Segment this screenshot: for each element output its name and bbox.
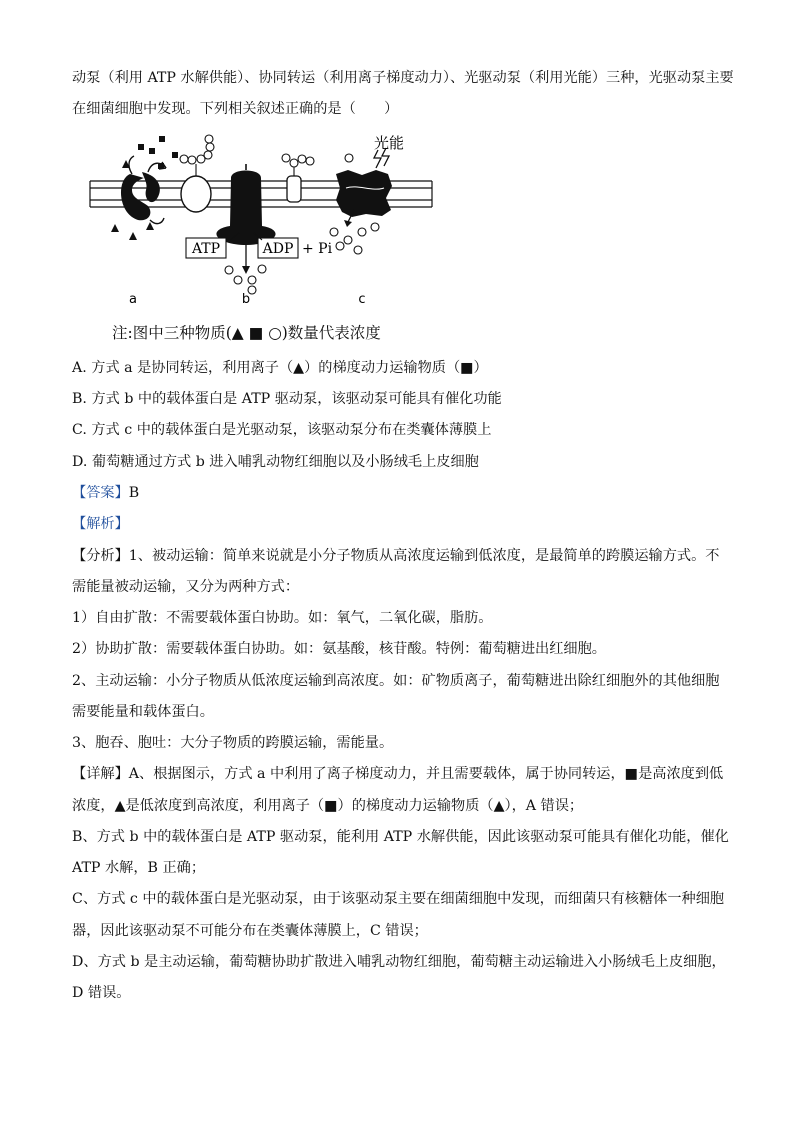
detail-line-6: 器，因此该驱动泵不可能分布在类囊体薄膜上，C 错误； [72, 923, 428, 939]
analysis-text-1: 1、被动运输：简单来说就是小分子物质从高浓度运输到低浓度，是最简单的跨膜运输方式。不 [128, 548, 720, 564]
analysis-line-5: 2、主动运输：小分子物质从低浓度运输到高浓度。如：矿物质离子，葡萄糖进出除红细胞外的其他细胞 [72, 673, 720, 689]
option-b: B. 方式 b 中的载体蛋白是 ATP 驱动泵，该驱动泵可能具有催化功能 [72, 391, 502, 407]
figure-note: 注:图中三种物质(▲ ■ ○)数量代表浓度 [112, 324, 381, 342]
membrane-transport-diagram [86, 128, 446, 313]
pi-label: + Pi [302, 241, 333, 257]
analysis-line-4: 2）协助扩散：需要载体蛋白协助。如：氨基酸，核苷酸。特例：葡萄糖进出红细胞。 [72, 641, 606, 657]
atp-label: ATP [191, 241, 221, 257]
answer-value: B [128, 485, 140, 501]
analysis-tag: 【解析】 [72, 516, 129, 532]
analysis-line-6: 需要能量和载体蛋白。 [72, 704, 214, 720]
carrier-oval-icon [180, 135, 214, 212]
analysis-line-2: 需能量被动运输，又分为两种方式： [72, 579, 300, 595]
detail-line-5: C、方式 c 中的载体蛋白是光驱动泵，由于该驱动泵主要在细菌细胞中发现，而细菌只有核糖体一种细胞 [72, 891, 725, 907]
label-c: c [358, 292, 366, 307]
detail-text-1: A、根据图示，方式 a 中利用了离子梯度动力，并且需要载体，属于协同转运，■是高浓度到低 [128, 766, 724, 782]
label-a: a [129, 292, 137, 307]
option-a: A. 方式 a 是协同转运，利用离子（▲）的梯度动力运输物质（■） [72, 360, 488, 376]
label-b: b [241, 292, 251, 307]
carrier-small-icon [282, 154, 314, 202]
option-c: C. 方式 c 中的载体蛋白是光驱动泵，该驱动泵分布在类囊体薄膜上 [72, 422, 492, 438]
answer-tag: 【答案】 [72, 485, 129, 501]
analysis-line-3: 1）自由扩散：不需要载体蛋白协助。如：氧气，二氧化碳，脂肪。 [72, 610, 493, 626]
detail-line-7: D、方式 b 是主动运输，葡萄糖协助扩散进入哺乳动物红细胞，葡萄糖主动运输进入小肠绒毛上皮细胞， [72, 954, 726, 970]
detail-line-3: B、方式 b 中的载体蛋白是 ATP 驱动泵，能利用 ATP 水解供能，因此该驱动泵可能具有催化功能，催化 [72, 829, 729, 845]
analysis-line-1 [72, 546, 719, 566]
detail-tag: 【详解】 [72, 766, 129, 782]
detail-line-4: ATP 水解，B 正确； [72, 860, 206, 876]
light-energy-label: 光能 [374, 134, 405, 152]
fenxi-tag: 【分析】 [72, 548, 129, 564]
detail-line-8: D 错误。 [72, 985, 131, 1001]
square-molecules-a [138, 136, 178, 169]
detail-line-1 [72, 764, 723, 784]
adp-label: ADP [262, 241, 294, 257]
option-d: D. 葡萄糖通过方式 b 进入哺乳动物红细胞以及小肠绒毛上皮细胞 [72, 454, 479, 470]
intro-line-2: 在细菌细胞中发现。下列相关叙述正确的是（ ） [72, 101, 399, 117]
intro-line-1: 动泵（利用 ATP 水解供能）、协同转运（利用离子梯度动力）、光驱动泵（利用光能）三种，光驱动泵主要 [72, 70, 734, 86]
answer-line [72, 483, 139, 503]
analysis-line-7: 3、胞吞、胞吐：大分子物质的跨膜运输，需能量。 [72, 735, 394, 751]
detail-line-2: 浓度，▲是低浓度到高浓度，利用离子（■）的梯度动力运输物质（▲），A 错误； [72, 798, 584, 814]
circle-molecules-c [330, 223, 379, 254]
